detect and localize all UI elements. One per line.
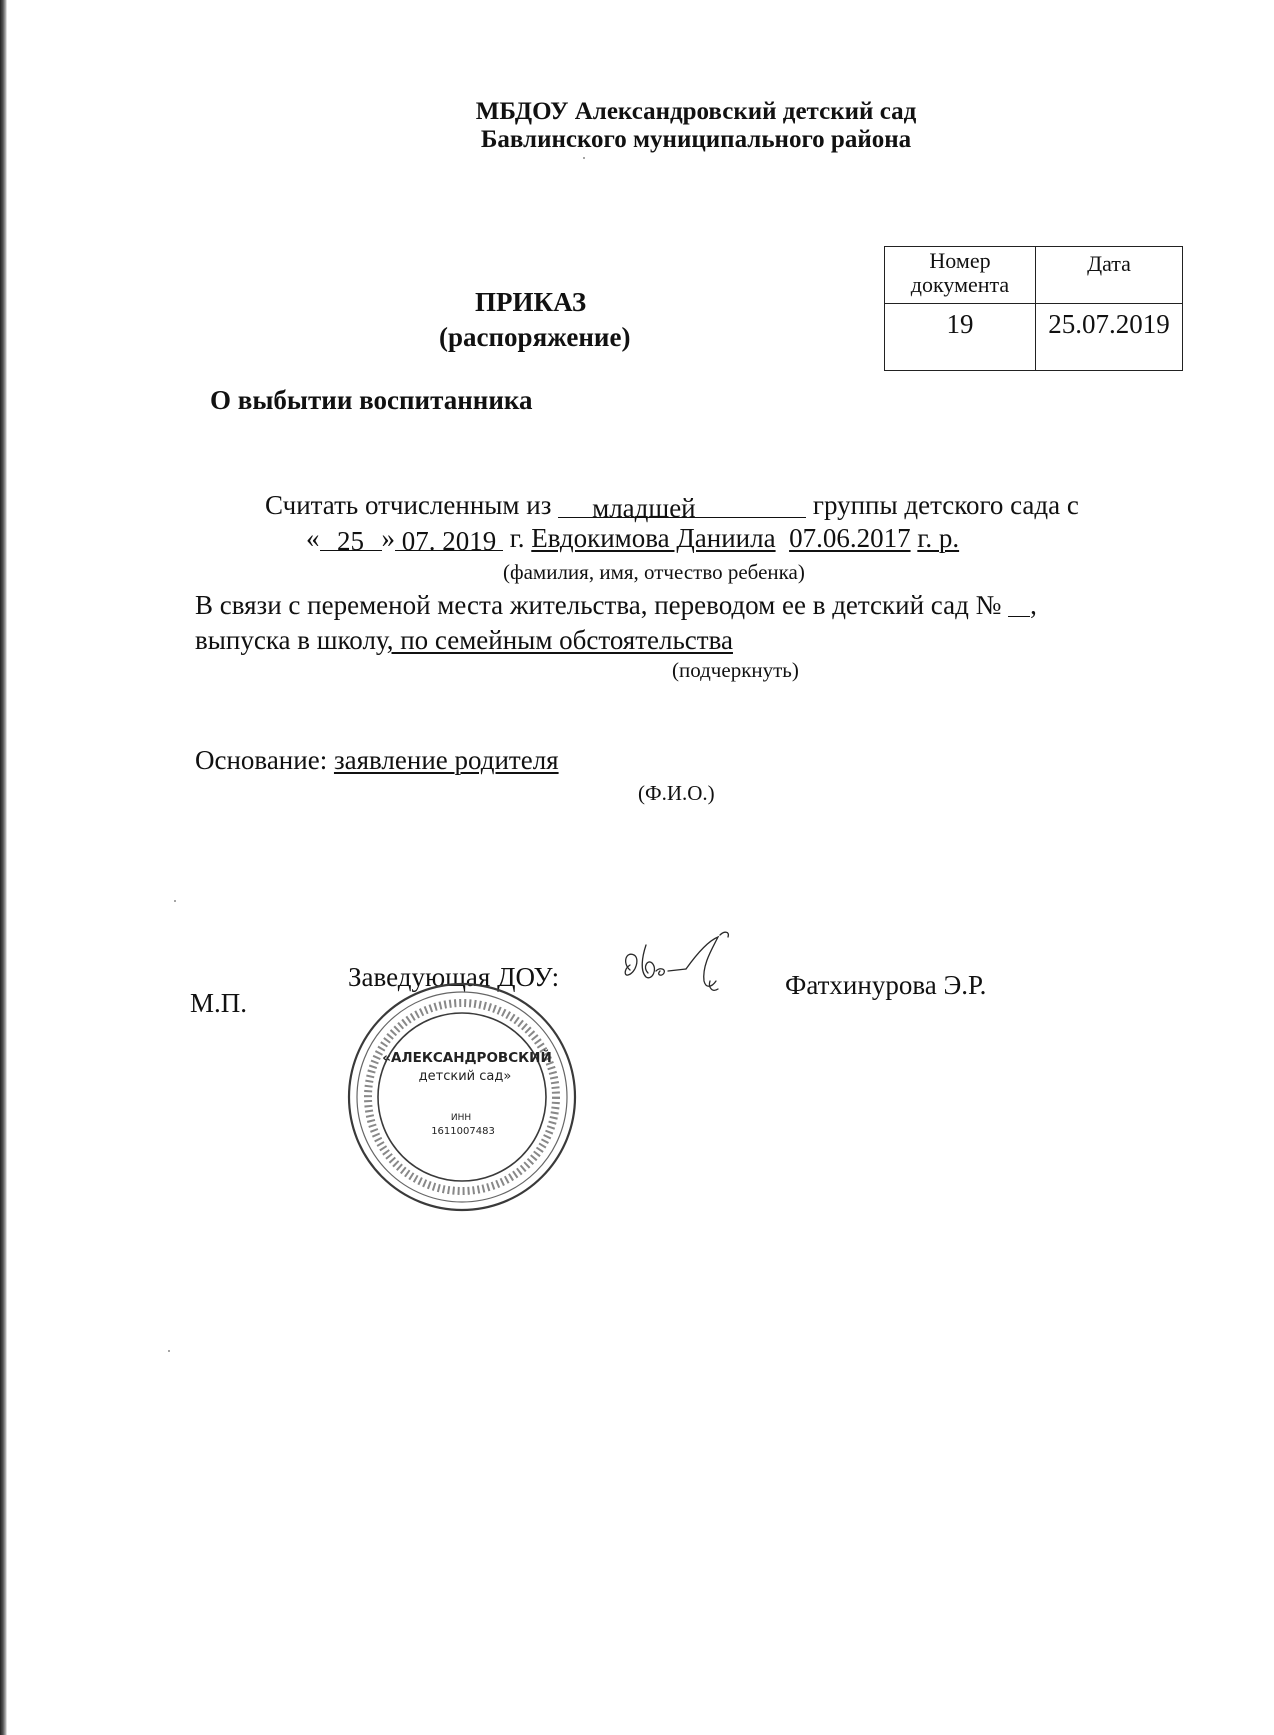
doc-title: ПРИКАЗ <box>475 287 587 317</box>
day-value: 25 <box>337 526 364 556</box>
number-header: Номер документа <box>885 247 1036 304</box>
basis-value: заявление родителя <box>333 745 559 775</box>
scan-speck <box>174 900 176 902</box>
seal-center-line-1: «АЛЕКСАНДРОВСКИЙ <box>382 1050 552 1066</box>
group-field <box>558 493 806 523</box>
birth-date: 07.06.2017 <box>789 523 911 553</box>
org-name: МБДОУ Александровский детский сад <box>475 98 917 125</box>
line1-prefix: Считать отчисленным из <box>265 490 552 520</box>
reason-line-1: В связи с переменой места жительства, переводом ее в детский сад № <box>195 590 1002 620</box>
reason-hint: (подчеркнуть) <box>672 658 799 682</box>
director-name: Фатхинурова Э.Р. <box>785 970 987 1000</box>
birth-suffix: г. р. <box>917 523 960 553</box>
basis-label: Основание: <box>195 745 328 775</box>
scan-speck <box>168 1350 170 1352</box>
basis-hint: (Ф.И.О.) <box>638 781 715 805</box>
basis-line <box>195 745 559 776</box>
child-hint: (фамилия, имя, отчество ребенка) <box>503 560 805 584</box>
date-value: 25.07.2019 <box>1036 304 1183 371</box>
scan-edge <box>0 0 7 1735</box>
day-field <box>320 526 382 556</box>
official-seal <box>345 980 580 1215</box>
seal-inn-label: ИНН <box>450 1113 472 1123</box>
org-district: Бавлинского муниципального района <box>480 126 912 153</box>
date-header: Дата <box>1036 247 1183 304</box>
position-label: Заведующая ДОУ: <box>348 962 560 992</box>
body-line-3 <box>195 590 1037 621</box>
group-value: младшей <box>592 493 696 523</box>
number-value: 19 <box>885 304 1036 371</box>
doc-subtitle: (распоряжение) <box>439 322 631 352</box>
signature-image <box>612 925 787 1020</box>
seal-center-line-2: детский сад» <box>418 1069 512 1084</box>
reason-plain: выпуска в школу <box>195 625 387 655</box>
month-year-value: 07. 2019 <box>401 526 497 556</box>
body-line-4 <box>195 625 733 656</box>
reason-underlined: , по семейным обстоятельства <box>386 625 733 655</box>
quote-open: « <box>306 523 320 553</box>
line1-suffix: группы детского сада с <box>812 490 1079 520</box>
year-suffix: г. <box>509 523 525 553</box>
body-line-2 <box>306 523 959 554</box>
reason-line-1-end: , <box>1030 590 1037 620</box>
kindergarten-number-field <box>1008 592 1030 617</box>
mp-label: М.П. <box>190 988 248 1018</box>
scan-speck <box>583 157 585 159</box>
seal-inn-value: 1611007483 <box>431 1126 495 1137</box>
child-name: Евдокимова Даниила <box>531 523 776 553</box>
month-year-field <box>395 526 503 556</box>
body-line-1 <box>265 490 1079 521</box>
quote-close: » <box>381 523 395 553</box>
org-header <box>446 98 946 154</box>
subject: О выбытии воспитанника <box>210 385 533 415</box>
doc-meta-table <box>884 246 1183 371</box>
